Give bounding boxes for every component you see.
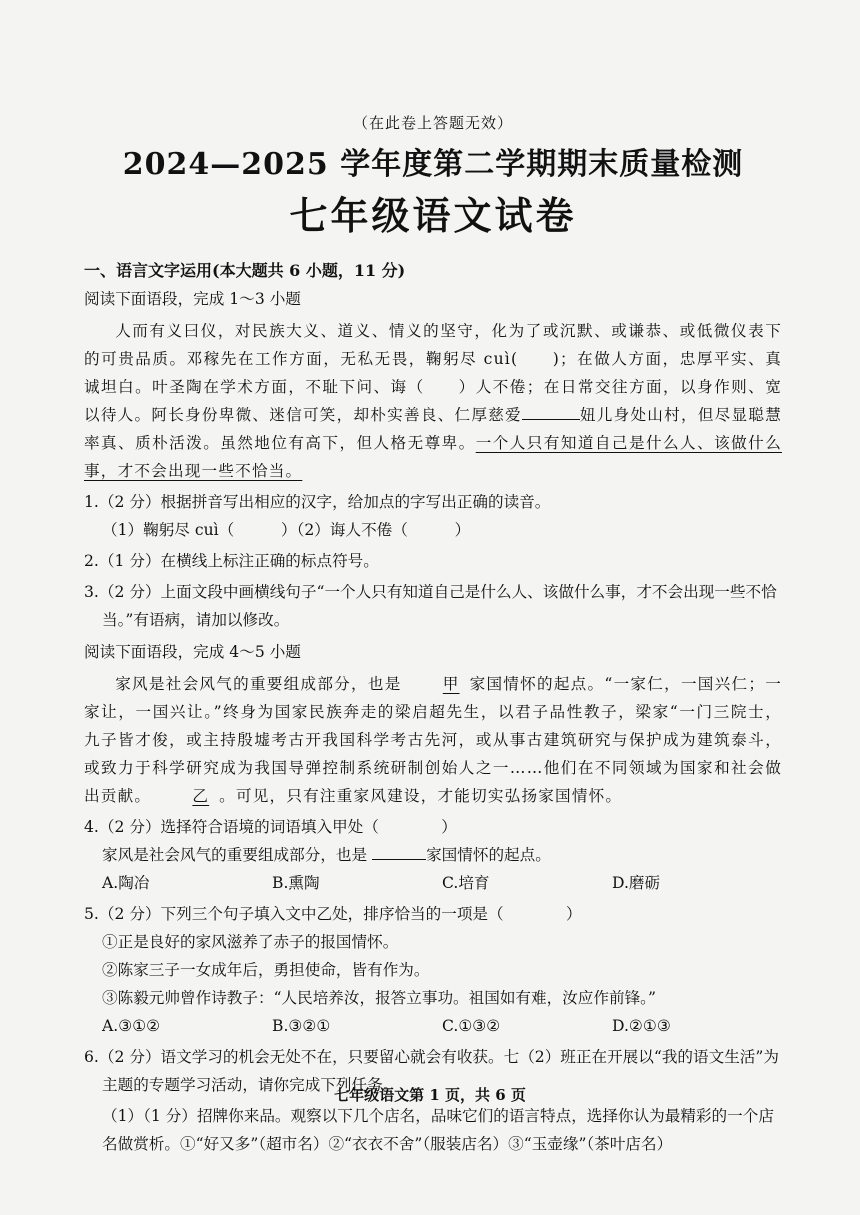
sentence-text: 家国情怀的起点。 [426, 846, 551, 864]
blank-yi: 乙 [192, 787, 210, 805]
exam-subtitle: 七年级语文试卷 [289, 193, 577, 238]
reading2-passage [84, 670, 782, 810]
option-c: C.培育 [442, 874, 490, 892]
passage-text: 人而有义曰仪，对民族大义、道义、情义的坚守，化为了或沉默、或谦恭、或低微仪表下的可贵品质。邓稼先在工作方面，无私无畏，鞠躬尽 cuì( )；在做人方面，忠厚平实、真诚坦白。叶圣陶在学术方面，不耻下问、诲（ ）人不倦；在日常交往方面，以身作则、宽以待人。阿长身份卑微、迷信可笑，却朴实善良、仁厚慈爱 [84, 322, 782, 424]
sentence-text: 家风是社会风气的重要组成部分，也是 [102, 846, 368, 864]
exam-title: 2024—2025 学年度第二学期期末质量检测 [122, 147, 744, 182]
option-b: B.③②① [272, 1017, 331, 1035]
question-3: 3.（2 分）上面文段中画横线句子“一个人只有知道自己是什么人、该做什么事，才不会出现一些不恰当。”有语病，请加以修改。 [84, 583, 777, 629]
question-5: 5.（2 分）下列三个句子填入文中乙处，排序恰当的一项是（ ） [84, 905, 582, 923]
page-footer: 七年级语文第 1 页，共 6 页 [334, 1086, 526, 1104]
option-c: C.①③② [442, 1017, 501, 1035]
option-d: D.②①③ [612, 1017, 671, 1035]
question-6: 6.（2 分）语文学习的机会无处不在，只要留心就会有收获。七（2）班正在开展以“我的语文生活”为主题的专题学习活动，请你完成下列任务。 [84, 1048, 779, 1094]
option-b: B.熏陶 [272, 874, 320, 892]
question-4-options [84, 869, 782, 897]
question-5-options [84, 1012, 782, 1040]
punctuation-blank [522, 401, 580, 420]
passage-text: 妞儿身处山村，但尽显聪慧率真、质朴活泼。虽然地位有高下，但人格无尊卑。 [84, 406, 782, 452]
passage-text: 家风是社会风气的重要组成部分，也是 [115, 675, 402, 693]
answer-blank [372, 841, 426, 860]
option-d: D.磨砺 [612, 874, 661, 892]
underlined-sentence: 一个人只有知道自己是什么人、该做什么事，才不会出现一些不恰当。 [84, 434, 782, 480]
passage-text: 。可见，只有注重家风建设，才能切实弘扬家国情怀。 [219, 787, 623, 805]
question-2: 2.（1 分）在横线上标注正确的标点符号。 [84, 552, 379, 570]
exam-note: （在此卷上答题无效） [352, 114, 513, 132]
question-1: 1.（2 分）根据拼音写出相应的汉字，给加点的字写出正确的读音。 [84, 493, 551, 511]
question-4: 4.（2 分）选择符合语境的词语填入甲处（ ） [84, 818, 457, 836]
question-5-sentence-3: ③陈毅元帅曾作诗教子：“人民培养汝，报答立事功。祖国如有难，汝应作前锋。” [102, 989, 656, 1007]
reading2-intro: 阅读下面语段，完成 4～5 小题 [84, 643, 301, 661]
option-a: A.③①② [102, 1017, 161, 1035]
question-1-items: （1）鞠躬尽 cuì（ ）（2）诲人不倦（ ） [102, 521, 471, 539]
option-a: A.陶冶 [102, 874, 150, 892]
reading1-intro: 阅读下面语段，完成 1～3 小题 [84, 290, 301, 308]
reading1-passage [84, 317, 782, 485]
question-4-sentence [84, 841, 782, 869]
passage-text: 家国情怀的起点。“一家仁，一国兴仁；一家让，一国兴让。”终身为国家民族奔走的梁启超先生，以君子品性教子，梁家“一门三院士，九子皆才俊，或主持殷墟考古开我国科学考古先河，或从事古建筑研究与保护成为建筑泰斗，或致力于科学研究成为我国导弹控制系统研制创始人之一……他们在不同领域为国家和社会做出贡献。 [84, 675, 782, 805]
question-5-sentence-1: ①正是良好的家风滋养了赤子的报国情怀。 [102, 933, 399, 951]
section-heading: 一、语言文字运用(本大题共 6 小题，11 分) [84, 261, 406, 280]
question-6-sub-1: （1）（1 分）招牌你来品。观察以下几个店名，品味它们的语言特点，选择你认为最精彩的一个店名做赏析。①“好又多”（超市名）②“衣衣不舍”（服装店名）③“玉壶缘”（茶叶店名） [102, 1107, 774, 1153]
blank-jia: 甲 [442, 675, 460, 693]
question-5-sentence-2: ②陈家三子一女成年后，勇担使命，皆有作为。 [102, 961, 430, 979]
